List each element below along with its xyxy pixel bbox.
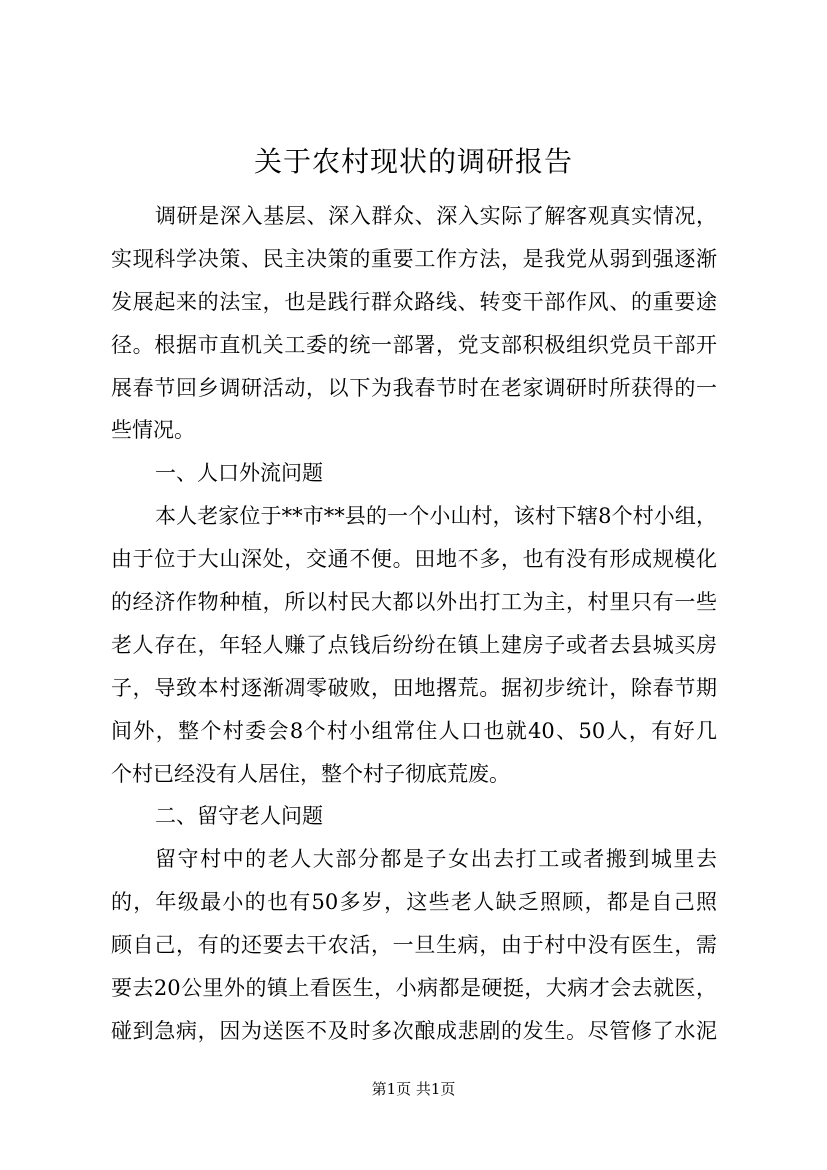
- paragraph-line: 由于位于大山深处，交通不便。田地不多，也有没有形成规模化: [111, 547, 717, 572]
- document-body: [111, 195, 717, 1053]
- paragraph-line: 个村已经没有人居住，整个村子彻底荒废。: [111, 761, 510, 786]
- paragraph-line: 本人老家位于**市**县的一个小山村，该村下辖8个村小组，: [155, 504, 717, 529]
- paragraph-line: 的，年级最小的也有50多岁，这些老人缺乏照顾，都是自己照: [111, 890, 717, 915]
- paragraph-line: 子，导致本村逐渐凋零破败，田地撂荒。据初步统计，除春节期: [111, 675, 717, 700]
- paragraph-line: 老人存在，年轻人赚了点钱后纷纷在镇上建房子或者去县城买房: [111, 632, 717, 657]
- paragraph-line: 实现科学决策、民主决策的重要工作方法，是我党从弱到强逐渐: [111, 246, 717, 271]
- section-heading: 二、留守老人问题: [155, 804, 323, 829]
- paragraph-line: 调研是深入基层、深入群众、深入实际了解客观真实情况，: [155, 204, 717, 228]
- document-title: 关于农村现状的调研报告: [253, 145, 573, 178]
- paragraph-line: 顾自己，有的还要去干农活，一旦生病，由于村中没有医生，需: [111, 933, 717, 958]
- paragraph-line: 间外，整个村委会8个村小组常住人口也就40、50人，有好几: [111, 718, 717, 743]
- paragraph-line: 些情况。: [111, 418, 195, 443]
- paragraph-line: 要去20公里外的镇上看医生，小病都是硬挺，大病才会去就医，: [111, 976, 717, 1001]
- paragraph-line: 碰到急病，因为送医不及时多次酿成悲剧的发生。尽管修了水泥: [111, 1018, 717, 1043]
- paragraph-line: 的经济作物种植，所以村民大都以外出打工为主，村里只有一些: [111, 590, 717, 615]
- paragraph-line: 发展起来的法宝，也是践行群众路线、转变干部作风、的重要途: [111, 289, 717, 314]
- section-heading: 一、人口外流问题: [155, 461, 323, 486]
- paragraph-line: 展春节回乡调研活动，以下为我春节时在老家调研时所获得的一: [111, 375, 717, 400]
- page-number-footer: 第1页 共1页: [371, 1080, 456, 1098]
- paragraph-line: 留守村中的老人大部分都是子女出去打工或者搬到城里去: [155, 847, 717, 872]
- paragraph-line: 径。根据市直机关工委的统一部署，党支部积极组织党员干部开: [111, 332, 717, 357]
